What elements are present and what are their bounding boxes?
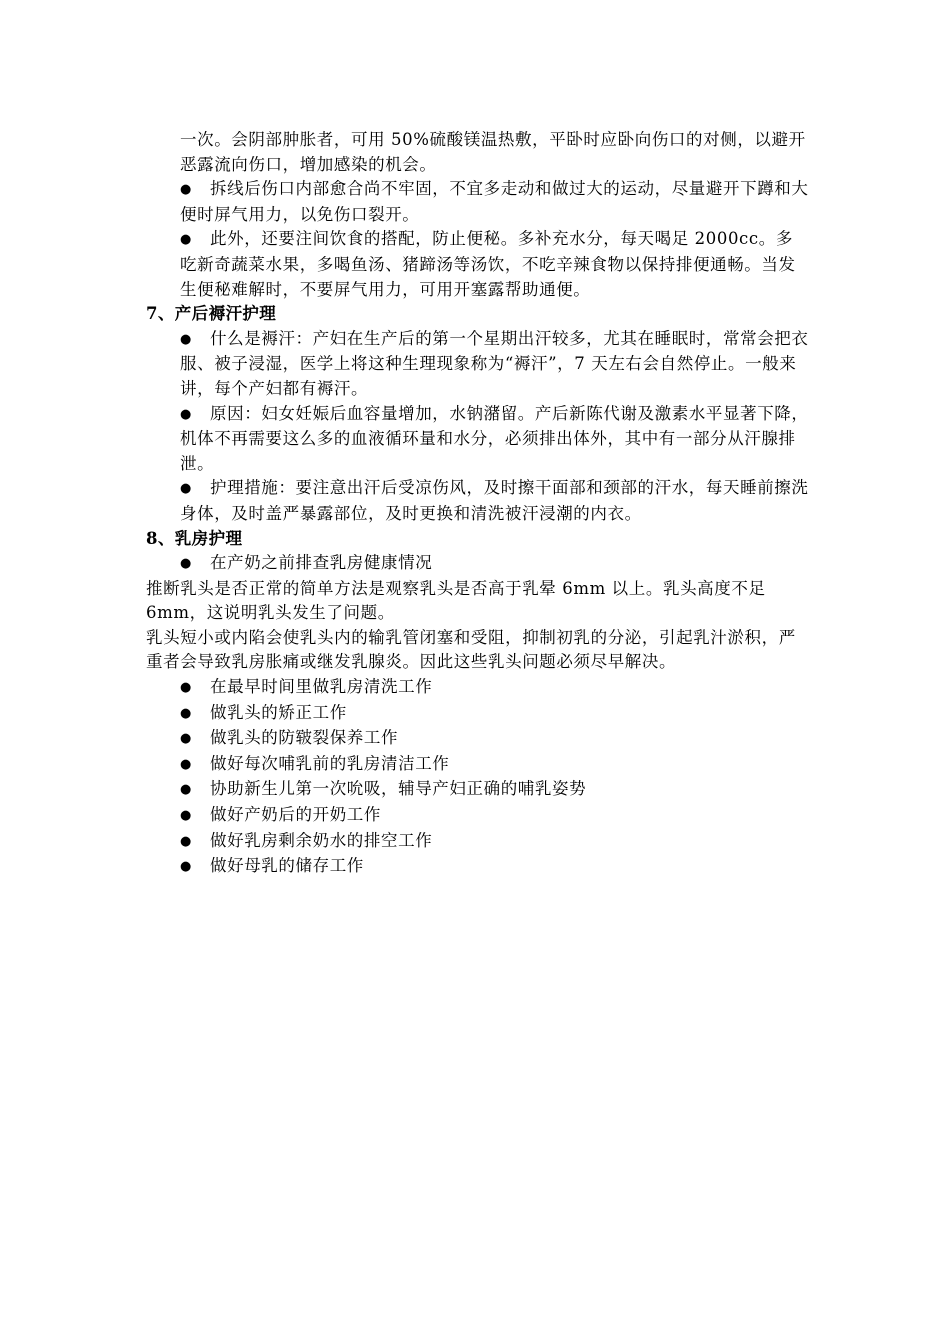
bullet-dot-icon: ● [180,782,192,798]
bullet-dot-icon: ● [180,833,192,849]
bullet-item [146,177,810,227]
bullet-text: 此外，还要注间饮食的搭配，防止便秘。多补充水分，每天喝足 2000cc。多吃新奇蔬菜水果，多喝鱼汤、猪蹄汤等汤饮，不吃辛辣食物以保持排便通畅。当发生便秘难解时，不要屏气用力，可用开塞露帮助通便。 [180,229,796,299]
paragraph: 推断乳头是否正常的简单方法是观察乳头是否高于乳晕 6mm 以上。乳头高度不足 6mm，这说明乳头发生了问题。 [146,578,766,623]
bullet-dot-icon: ● [180,808,192,824]
list-item-text: 做好产奶后的开奶工作 [210,805,381,825]
list-item [146,803,810,829]
bullet-text: 原因：妇女妊娠后血容量增加，水钠潴留。产后新陈代谢及激素水平显著下降，机体不再需要这么多的血液循环量和水分，必须排出体外，其中有一部分从汗腺排泄。 [180,403,809,473]
list-item [146,829,810,855]
paragraph: 乳头短小或内陷会使乳头内的输乳管闭塞和受阻，抑制初乳的分泌，引起乳汁淤积，严重者会导致乳房胀痛或继发乳腺炎。因此这些乳头问题必须尽早解决。 [146,627,796,672]
bullet-item [146,551,810,577]
bullet-dot-icon: ● [180,481,192,497]
bullet-item [146,402,810,477]
bullet-dot-icon: ● [180,556,192,572]
bullet-dot-icon: ● [180,859,192,875]
section-heading-7: 7、产后褥汗护理 [146,304,277,324]
bullet-dot-icon: ● [180,331,192,347]
list-item [146,854,810,880]
bullet-dot-icon: ● [180,731,192,747]
list-item [146,752,810,778]
list-item [146,777,810,803]
list-item-text: 协助新生儿第一次吮吸，辅导产妇正确的哺乳姿势 [210,779,587,799]
list-item-text: 做乳头的矫正工作 [210,702,347,722]
paragraph-continuation [146,128,810,177]
document-body [146,128,810,880]
bullet-dot-icon: ● [180,232,192,248]
bullet-dot-icon: ● [180,705,192,721]
bullet-item [146,227,810,302]
bullet-text: 护理措施：要注意出汗后受凉伤风，及时擦干面部和颈部的汗水，每天睡前擦洗身体，及时盖严暴露部位，及时更换和清洗被汗浸潮的内衣。 [180,478,809,523]
list-item [146,675,810,701]
section-heading-8: 8、乳房护理 [146,528,243,548]
continuation-text: 一次。会阴部肿胀者，可用 50%硫酸镁温热敷，平卧时应卧向伤口的对侧，以避开恶露流向伤口，增加感染的机会。 [180,130,806,174]
list-item-text: 做好乳房剩余奶水的排空工作 [210,830,433,850]
bullet-item [146,476,810,526]
bullet-dot-icon: ● [180,406,192,422]
bullet-text: 在产奶之前排查乳房健康情况 [210,553,433,573]
list-item [146,726,810,752]
list-item-text: 做好每次哺乳前的乳房清洁工作 [210,753,450,773]
list-item-text: 在最早时间里做乳房清洗工作 [210,677,433,697]
list-item [146,701,810,727]
bullet-dot-icon: ● [180,680,192,696]
bullet-text: 拆线后伤口内部愈合尚不牢固，不宜多走动和做过大的运动，尽量避开下蹲和大便时屏气用力，以免伤口裂开。 [180,179,809,224]
bullet-text: 什么是褥汗：产妇在生产后的第一个星期出汗较多，尤其在睡眠时，常常会把衣服、被子浸湿，医学上将这种生理现象称为“褥汗”，7 天左右会自然停止。一般来讲，每个产妇都有褥汗。 [180,328,809,398]
list-item-text: 做好母乳的储存工作 [210,856,364,876]
bullet-item [146,327,810,402]
list-item-text: 做乳头的防皲裂保养工作 [210,728,399,748]
bullet-dot-icon: ● [180,182,192,198]
bullet-dot-icon: ● [180,756,192,772]
